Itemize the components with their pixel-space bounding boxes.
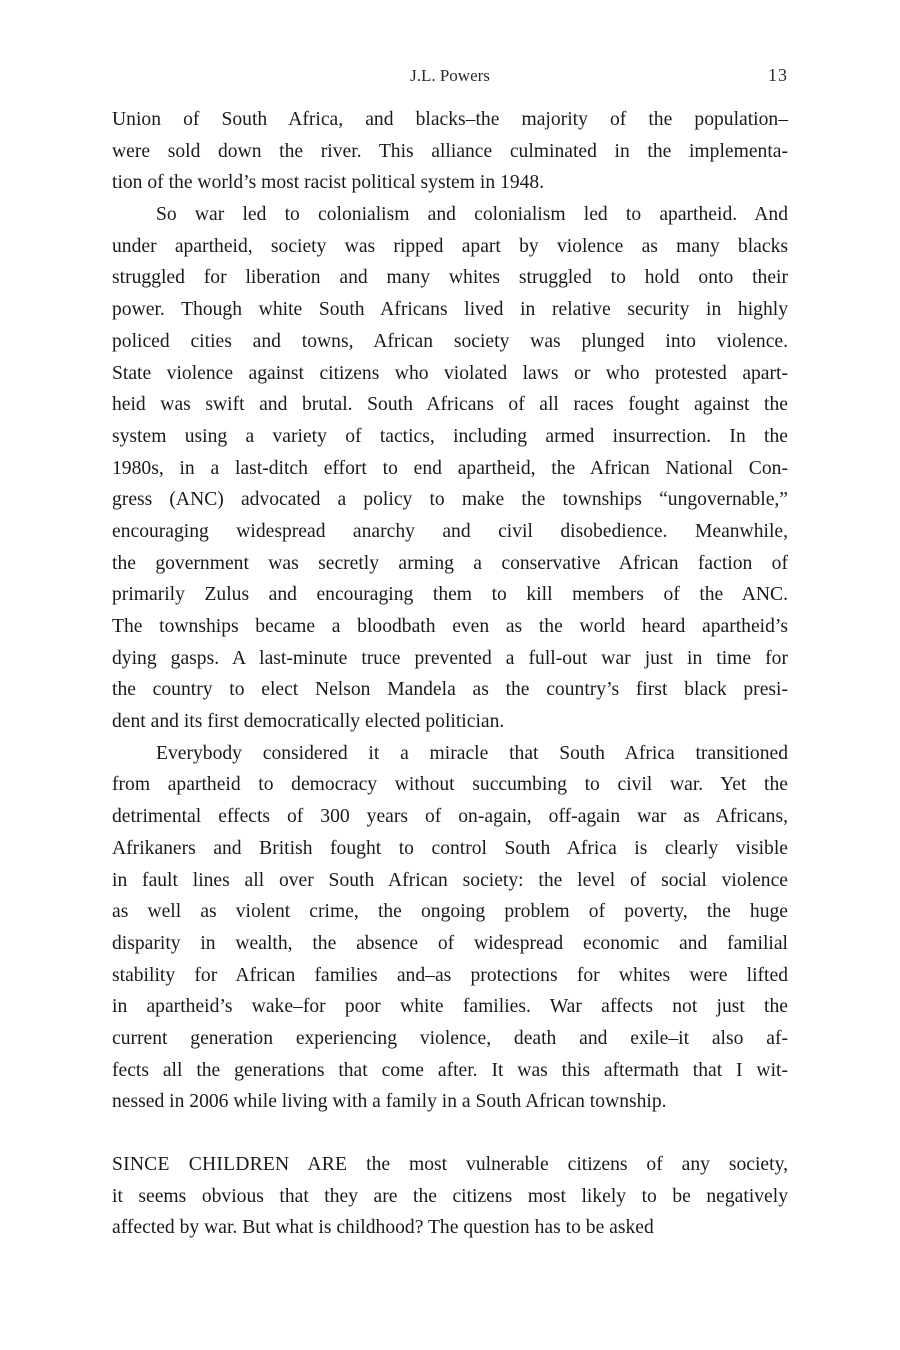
section-break (112, 1118, 788, 1149)
page-number: 13 (768, 65, 788, 85)
text-line: the country to elect Nelson Mandela as the country’s first black presi- (112, 679, 788, 701)
text-line: disparity in wealth, the absence of widespread economic and familial (112, 932, 788, 954)
text-line: in fault lines all over South African society: the level of social violence (112, 869, 788, 891)
section-lead-in: SINCE CHILDREN ARE (112, 1154, 348, 1175)
text-line: Everybody considered it a miracle that South Africa transitioned (156, 742, 788, 764)
text-line: nessed in 2006 while living with a family in a South African township. (112, 1091, 667, 1113)
text-line: affected by war. But what is childhood? The question has to be asked (112, 1217, 654, 1239)
text-line: policed cities and towns, African society was plunged into violence. (112, 330, 788, 352)
text-line: struggled for liberation and many whites struggled to hold onto their (112, 267, 788, 289)
text-line: the government was secretly arming a conservative African faction of (112, 552, 788, 574)
text-line: stability for African families and–as protections for whites were lifted (112, 964, 788, 986)
paragraph (112, 1149, 788, 1244)
text-line: dent and its first democratically elected politician. (112, 711, 505, 733)
body-text (112, 104, 788, 1244)
text-line: as well as violent crime, the ongoing problem of poverty, the huge (112, 901, 788, 923)
text-line: tion of the world’s most racist political system in 1948. (112, 172, 545, 194)
text-line: system using a variety of tactics, including armed insurrection. In the (112, 425, 788, 447)
text-line: heid was swift and brutal. South Africans of all races fought against the (112, 394, 788, 416)
text-line: detrimental effects of 300 years of on-again, off-again war as Africans, (112, 806, 788, 828)
text-line: Union of South Africa, and blacks–the majority of the population– (112, 109, 788, 130)
text-line: The townships became a bloodbath even as the world heard apartheid’s (112, 616, 788, 637)
running-title: J.L. Powers (410, 66, 490, 85)
text-line: encouraging widespread anarchy and civil disobedience. Meanwhile, (112, 520, 788, 542)
paragraph (112, 738, 788, 1118)
paragraph (112, 199, 788, 738)
text-line (112, 1149, 788, 1181)
text-line: fects all the generations that come after. It was this aftermath that I wit- (112, 1059, 788, 1081)
text-line: dying gasps. A last-minute truce prevented a full-out war just in time for (112, 647, 788, 669)
text-line: Afrikaners and British fought to control South Africa is clearly visible (112, 837, 788, 859)
text-line: from apartheid to democracy without succumbing to civil war. Yet the (112, 774, 788, 796)
text-line: power. Though white South Africans lived in relative security in highly (112, 299, 788, 321)
text-line: in apartheid’s wake–for poor white families. War affects not just the (112, 996, 788, 1018)
text-line: gress (ANC) advocated a policy to make the townships “ungovernable,” (112, 489, 788, 511)
paragraph (112, 104, 788, 199)
text-line: were sold down the river. This alliance culminated in the implementa- (112, 140, 788, 162)
running-header (0, 62, 900, 92)
text-line: So war led to colonialism and colonialism led to apartheid. And (156, 204, 788, 226)
text-line: 1980s, in a last-ditch effort to end apartheid, the African National Con- (112, 457, 788, 479)
text-line-rest: the most vulnerable citizens of any society, (347, 1154, 788, 1175)
text-line: under apartheid, society was ripped apart by violence as many blacks (112, 235, 788, 257)
text-line: primarily Zulus and encouraging them to kill members of the ANC. (112, 584, 788, 606)
text-line: it seems obvious that they are the citizens most likely to be negatively (112, 1185, 788, 1207)
text-line: current generation experiencing violence, death and exile–it also af- (112, 1027, 788, 1049)
text-line: State violence against citizens who violated laws or who protested apart- (112, 362, 788, 384)
